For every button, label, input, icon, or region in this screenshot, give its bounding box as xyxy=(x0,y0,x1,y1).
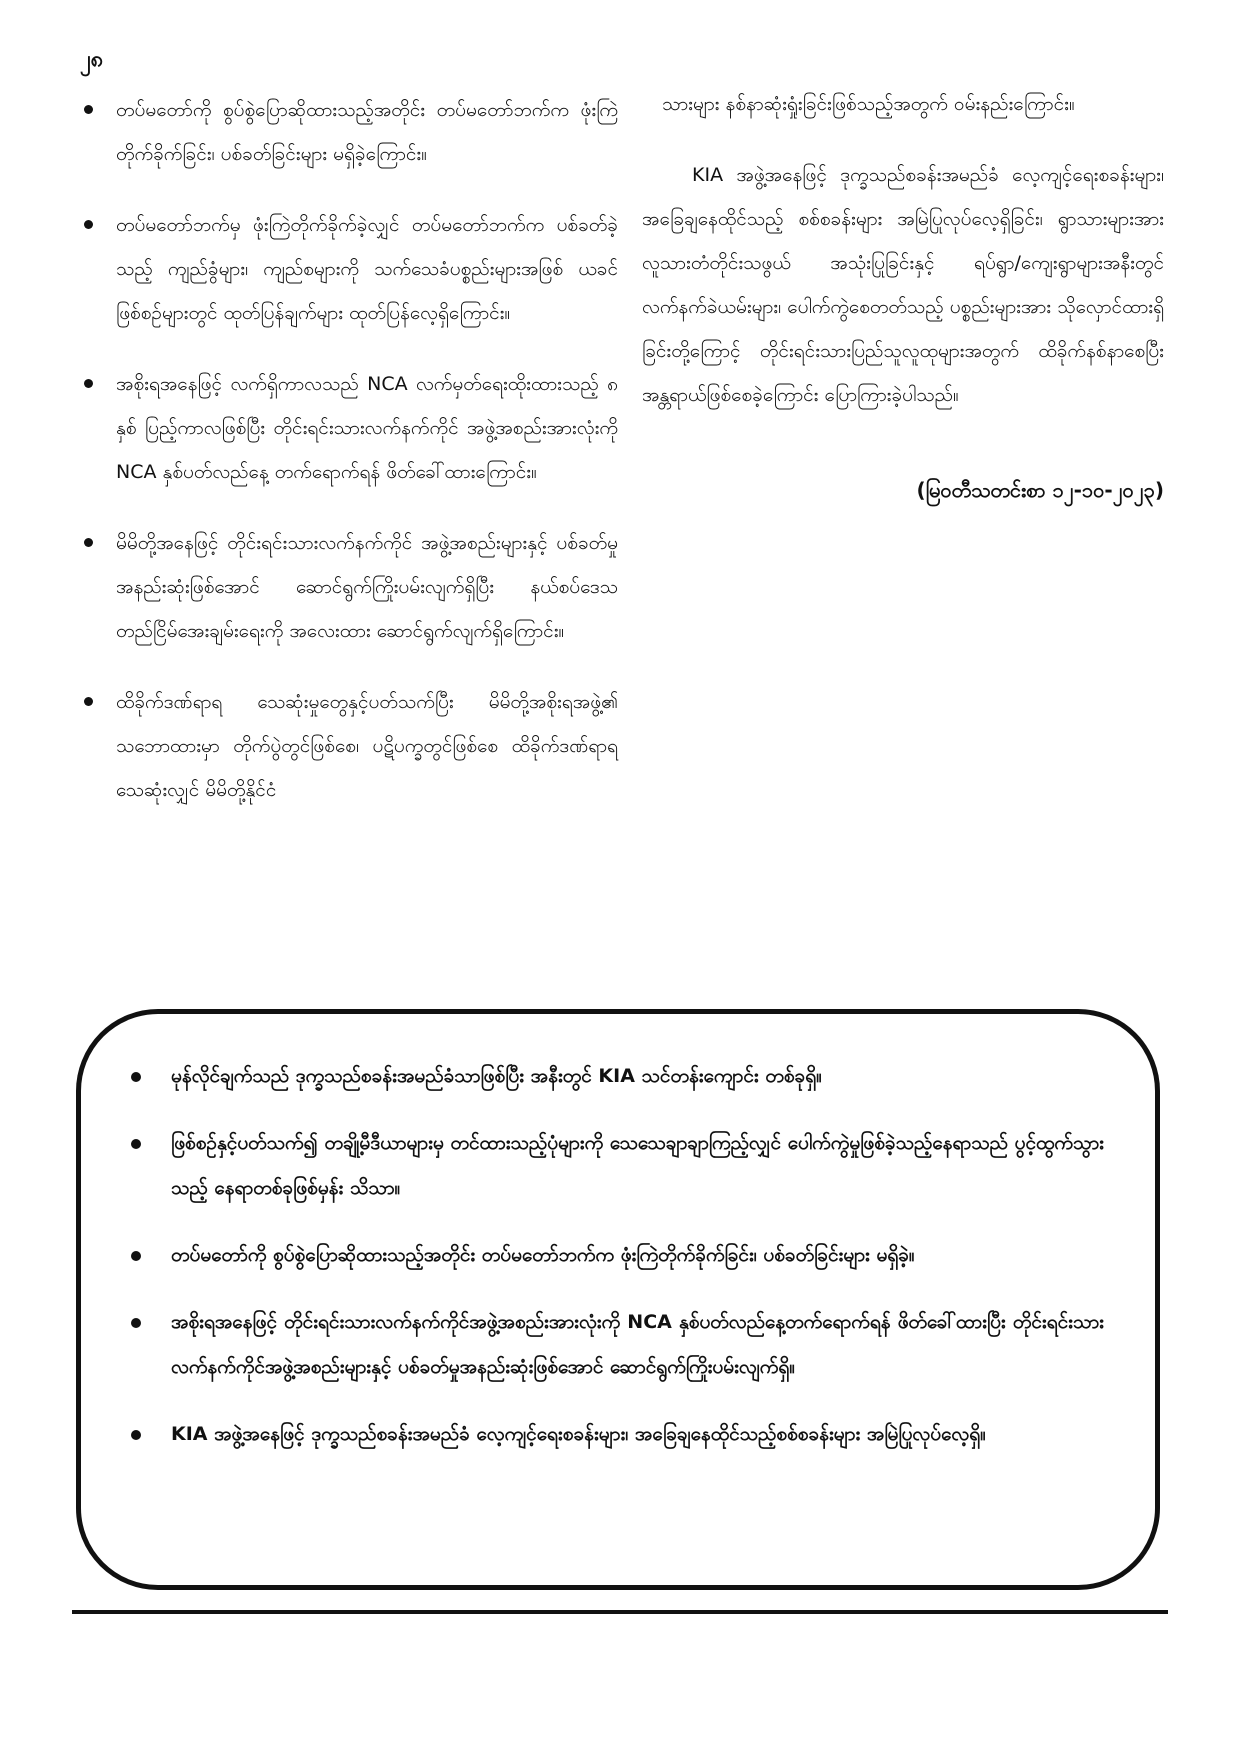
summary-item: တပ်မတော်ကို စွပ်စွဲပြောဆိုထားသည့်အတိုင်း တပ်မတော်ဘက်က ဖုံးကြဲတိုက်ခိုက်ခြင်း၊ ပစ်ခတ်ခြင်းများ မရှိခဲ့။ xyxy=(129,1233,1104,1278)
summary-box xyxy=(76,1009,1160,1590)
source-citation: (မြဝတီသတင်းစာ ၁၂-၁၀-၂၀၂၃) xyxy=(916,478,1164,502)
bullet-item: တပ်မတော်ဘက်မှ ဖုံးကြဲတိုက်ခိုက်ခဲ့လျှင် တပ်မတော်ဘက်က ပစ်ခတ်ခဲ့သည့် ကျည်ခွံများ၊ ကျည်စများကို သက်သေခံပစ္စည်းများအဖြစ် ယခင်ဖြစ်စဉ်များတွင် ထုတ်ပြန်ချက်များ ထုတ်ပြန်လေ့ရှိကြောင်း။ xyxy=(82,203,618,335)
right-column xyxy=(642,82,1164,507)
summary-list xyxy=(129,1054,1104,1479)
summary-item: မုန်လိုင်ချက်သည် ဒုက္ခသည်စခန်းအမည်ခံသာဖြစ်ပြီး အနီးတွင် KIA သင်တန်းကျောင်း တစ်ခုရှိ။ xyxy=(129,1054,1104,1099)
summary-item: KIA အဖွဲ့အနေဖြင့် ဒုက္ခသည်စခန်းအမည်ခံ လေ့ကျင့်ရေးစခန်းများ၊ အခြေချနေထိုင်သည့်စစ်စခန်းများ အမြဲပြုလုပ်လေ့ရှိ။ xyxy=(129,1412,1104,1457)
continuation-text: သားများ နစ်နာဆုံးရှုံးခြင်းဖြစ်သည့်အတွက် ဝမ်းနည်းကြောင်း။ xyxy=(662,93,1075,115)
left-column xyxy=(82,88,618,839)
bullet-item: တပ်မတော်ကို စွပ်စွဲပြောဆိုထားသည့်အတိုင်း တပ်မတော်ဘက်က ဖုံးကြဲတိုက်ခိုက်ခြင်း၊ ပစ်ခတ်ခြင်းများ မရှိခဲ့ကြောင်း။ xyxy=(82,88,618,176)
body-paragraph: KIA အဖွဲ့အနေဖြင့် ဒုက္ခသည်စခန်းအမည်ခံ လေ့ကျင့်ရေးစခန်းများ၊ အခြေချနေထိုင်သည့် စစ်စခန်းများ အမြဲပြုလုပ်လေ့ရှိခြင်း၊ ရွာသားများအား လူသားတံတိုင်းသဖွယ် အသုံးပြုခြင်းနှင့် ရပ်ရွာ/ကျေးရွာများအနီးတွင် လက်နက်ခဲယမ်းများ၊ ပေါက်ကွဲစေတတ်သည့် ပစ္စည်းများအား သိုလှောင်ထားရှိခြင်းတို့ကြောင့် တိုင်းရင်းသားပြည်သူလူထုများအတွက် ထိခိုက်နစ်နာစေပြီး အန္တရာယ်ဖြစ်စေခဲ့ကြောင်း ပြောကြားခဲ့ပါသည်။ xyxy=(642,164,1164,406)
summary-item: ဖြစ်စဉ်နှင့်ပတ်သက်၍ တချို့မီဒီယာများမှ တင်ထားသည့်ပုံများကို သေသေချာချာကြည့်လျှင် ပေါက်ကွဲမှုဖြစ်ခဲ့သည့်နေရာသည် ပွင့်ထွက်သွားသည့် နေရာတစ်ခုဖြစ်မှန်း သိသာ။ xyxy=(129,1121,1104,1211)
bottom-divider xyxy=(72,1610,1168,1614)
summary-item: အစိုးရအနေဖြင့် တိုင်းရင်းသားလက်နက်ကိုင်အဖွဲ့အစည်းအားလုံးကို NCA နှစ်ပတ်လည်နေ့တက်ရောက်ရန် ဖိတ်ခေါ်ထားပြီး တိုင်းရင်းသားလက်နက်ကိုင်အဖွဲ့အစည်းများနှင့် ပစ်ခတ်မှုအနည်းဆုံးဖြစ်အောင် ဆောင်ရွက်ကြိုးပမ်းလျက်ရှိ။ xyxy=(129,1300,1104,1390)
bullet-item: အစိုးရအနေဖြင့် လက်ရှိကာလသည် NCA လက်မှတ်ရေးထိုးထားသည့် ၈ နှစ် ပြည့်ကာလဖြစ်ပြီး တိုင်းရင်းသားလက်နက်ကိုင် အဖွဲ့အစည်းအားလုံးကို NCA နှစ်ပတ်လည်နေ့ တက်ရောက်ရန် ဖိတ်ခေါ်ထားကြောင်း။ xyxy=(82,362,618,494)
bullet-item: မိမိတို့အနေဖြင့် တိုင်းရင်းသားလက်နက်ကိုင် အဖွဲ့အစည်းများနှင့် ပစ်ခတ်မှု အနည်းဆုံးဖြစ်အောင် ဆောင်ရွက်ကြိုးပမ်းလျက်ရှိပြီး နယ်စပ်ဒေသ တည်ငြိမ်အေးချမ်းရေးကို အလေးထား ဆောင်ရွက်လျက်ရှိကြောင်း။ xyxy=(82,521,618,653)
page-number: ၂၈ xyxy=(80,47,104,72)
bullet-item: ထိခိုက်ဒဏ်ရာရ သေဆုံးမှုတွေနှင့်ပတ်သက်ပြီး မိမိတို့အစိုးရအဖွဲ့၏ သဘောထားမှာ တိုက်ပွဲတွင်ဖြစ်စေ၊ ပဋိပက္ခတွင်ဖြစ်စေ ထိခိုက်ဒဏ်ရာရ သေဆုံးလျှင် မိမိတို့နိုင်ငံ xyxy=(82,680,618,812)
